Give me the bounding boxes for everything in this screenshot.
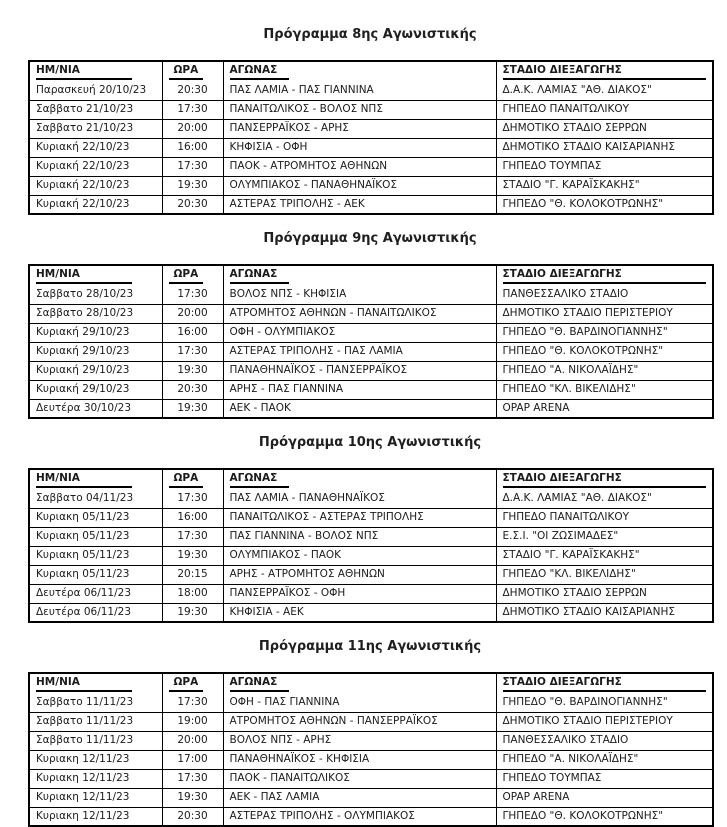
match-cell: ΑΡΗΣ - ΑΤΡΟΜΗΤΟΣ ΑΘΗΝΩΝ — [223, 565, 496, 584]
match-cell: ΠΑΟΚ - ΠΑΝΑΙΤΩΛΙΚΟΣ — [223, 769, 496, 788]
table-row — [29, 304, 713, 323]
time-cell: 19:30 — [162, 546, 223, 565]
time-cell: 20:00 — [162, 119, 223, 138]
match-cell: ΑΣΤΕΡΑΣ ΤΡΙΠΟΛΗΣ - ΟΛΥΜΠΙΑΚΟΣ — [223, 807, 496, 826]
time-cell: 19:30 — [162, 176, 223, 195]
matchday-title: Πρόγραμμα 11ης Αγωνιστικής — [258, 639, 482, 654]
stadium-cell: ΓΗΠΕΔΟ ΤΟΥΜΠΑΣ — [496, 157, 713, 176]
table-row — [29, 323, 713, 342]
stadium-cell: ΔΗΜΟΤΙΚΟ ΣΤΑΔΙΟ ΠΕΡΙΣΤΕΡΙΟΥ — [496, 712, 713, 731]
time-cell: 19:30 — [162, 603, 223, 622]
date-cell: Κυριακή 22/10/23 — [29, 157, 162, 176]
match-cell: ΠΑΝΑΙΤΩΛΙΚΟΣ - ΑΣΤΕΡΑΣ ΤΡΙΠΟΛΗΣ — [223, 508, 496, 527]
date-cell: Κυριακη 05/11/23 — [29, 565, 162, 584]
stadium-cell: ΓΗΠΕΔΟ "Θ. ΚΟΛΟΚΟΤΡΩΝΗΣ" — [496, 342, 713, 361]
date-cell: Κυριακη 05/11/23 — [29, 508, 162, 527]
matchday-section-9 — [0, 231, 727, 419]
time-cell: 17:30 — [162, 769, 223, 788]
table-row — [29, 399, 713, 418]
table-row — [29, 603, 713, 622]
date-cell: Κυριακή 22/10/23 — [29, 176, 162, 195]
stadium-cell: ΓΗΠΕΔΟ "Θ. ΚΟΛΟΚΟΤΡΩΝΗΣ" — [496, 807, 713, 826]
stadium-cell: Δ.Α.Κ. ΛΑΜΙΑΣ "ΑΘ. ΔΙΑΚΟΣ" — [496, 489, 713, 508]
time-cell: 17:30 — [162, 527, 223, 546]
stadium-cell: ΣΤΑΔΙΟ "Γ. ΚΑΡΑΪΣΚΑΚΗΣ" — [496, 546, 713, 565]
date-cell: Σαββατο 11/11/23 — [29, 693, 162, 712]
matchday-section-8 — [0, 27, 727, 215]
date-cell: Δευτέρα 06/11/23 — [29, 584, 162, 603]
table-row — [29, 100, 713, 119]
match-cell: ΒΟΛΟΣ ΝΠΣ - ΑΡΗΣ — [223, 731, 496, 750]
match-cell: ΑΣΤΕΡΑΣ ΤΡΙΠΟΛΗΣ - ΑΕΚ — [223, 195, 496, 214]
match-cell: ΑΤΡΟΜΗΤΟΣ ΑΘΗΝΩΝ - ΠΑΝΑΙΤΩΛΙΚΟΣ — [223, 304, 496, 323]
match-cell: ΑΕΚ - ΠΑΟΚ — [223, 399, 496, 418]
date-cell: Κυριακη 05/11/23 — [29, 546, 162, 565]
matchday-section-11 — [0, 639, 727, 827]
stadium-cell: ΓΗΠΕΔΟ "Θ. ΒΑΡΔΙΝΟΓΙΑΝΝΗΣ" — [496, 323, 713, 342]
table-row — [29, 380, 713, 399]
match-cell: ΑΡΗΣ - ΠΑΣ ΓΙΑΝΝΙΝΑ — [223, 380, 496, 399]
matchday-title: Πρόγραμμα 9ης Αγωνιστικής — [263, 231, 477, 246]
match-cell: ΑΤΡΟΜΗΤΟΣ ΑΘΗΝΩΝ - ΠΑΝΣΕΡΡΑΪΚΟΣ — [223, 712, 496, 731]
table-row — [29, 195, 713, 214]
match-cell: ΟΦΗ - ΠΑΣ ΓΙΑΝΝΙΝΑ — [223, 693, 496, 712]
stadium-cell: OPAP ARENA — [496, 399, 713, 418]
match-cell: ΚΗΦΙΣΙΑ - ΟΦΗ — [223, 138, 496, 157]
table-row — [29, 119, 713, 138]
match-cell: ΠΑΣ ΛΑΜΙΑ - ΠΑΝΑΘΗΝΑΪΚΟΣ — [223, 489, 496, 508]
table-row — [29, 750, 713, 769]
date-cell: Κυριακή 29/10/23 — [29, 342, 162, 361]
table-row — [29, 584, 713, 603]
match-cell: ΑΕΚ - ΠΑΣ ΛΑΜΙΑ — [223, 788, 496, 807]
column-header-time: ΩΡΑ — [169, 268, 204, 284]
matchday-section-10 — [0, 435, 727, 623]
date-cell: Σαββατο 28/10/23 — [29, 304, 162, 323]
column-header-date: ΗΜ/ΝΙΑ — [36, 268, 132, 284]
time-cell: 20:00 — [162, 304, 223, 323]
table-row — [29, 565, 713, 584]
column-header-date: ΗΜ/ΝΙΑ — [36, 64, 132, 80]
date-cell: Κυριακη 12/11/23 — [29, 769, 162, 788]
schedule-table — [28, 672, 714, 827]
column-header-time: ΩΡΑ — [169, 64, 204, 80]
table-row — [29, 693, 713, 712]
date-cell: Δευτέρα 06/11/23 — [29, 603, 162, 622]
stadium-cell: ΓΗΠΕΔΟ ΤΟΥΜΠΑΣ — [496, 769, 713, 788]
time-cell: 19:30 — [162, 399, 223, 418]
time-cell: 17:30 — [162, 157, 223, 176]
column-header-time: ΩΡΑ — [169, 472, 204, 488]
stadium-cell: ΓΗΠΕΔΟ "ΚΛ. ΒΙΚΕΛΙΔΗΣ" — [496, 565, 713, 584]
header-row — [29, 673, 713, 693]
date-cell: Δευτέρα 30/10/23 — [29, 399, 162, 418]
column-header-date: ΗΜ/ΝΙΑ — [36, 472, 132, 488]
stadium-cell: Ε.Σ.Ι. "ΟΙ ΖΩΣΙΜΑΔΕΣ" — [496, 527, 713, 546]
match-cell: ΟΛΥΜΠΙΑΚΟΣ - ΠΑΝΑΘΗΝΑΪΚΟΣ — [223, 176, 496, 195]
time-cell: 17:30 — [162, 693, 223, 712]
column-header-match: ΑΓΩΝΑΣ — [230, 472, 290, 488]
schedule-table — [28, 60, 714, 215]
stadium-cell: Δ.Α.Κ. ΛΑΜΙΑΣ "ΑΘ. ΔΙΑΚΟΣ" — [496, 81, 713, 100]
column-header-stadium: ΣΤΑΔΙΟ ΔΙΕΞΑΓΩΓΗΣ — [503, 268, 707, 284]
table-row — [29, 176, 713, 195]
date-cell: Κυριακή 29/10/23 — [29, 323, 162, 342]
date-cell: Κυριακη 12/11/23 — [29, 750, 162, 769]
match-cell: ΠΑΝΣΕΡΡΑΪΚΟΣ - ΑΡΗΣ — [223, 119, 496, 138]
time-cell: 17:30 — [162, 285, 223, 304]
table-row — [29, 527, 713, 546]
time-cell: 20:30 — [162, 380, 223, 399]
date-cell: Σαββατο 04/11/23 — [29, 489, 162, 508]
match-cell: ΑΣΤΕΡΑΣ ΤΡΙΠΟΛΗΣ - ΠΑΣ ΛΑΜΙΑ — [223, 342, 496, 361]
stadium-cell: ΓΗΠΕΔΟ "Θ. ΒΑΡΔΙΝΟΓΙΑΝΝΗΣ" — [496, 693, 713, 712]
time-cell: 19:30 — [162, 788, 223, 807]
column-header-date: ΗΜ/ΝΙΑ — [36, 676, 132, 692]
table-row — [29, 489, 713, 508]
stadium-cell: OPAP ARENA — [496, 788, 713, 807]
time-cell: 20:30 — [162, 807, 223, 826]
header-row — [29, 61, 713, 81]
column-header-time: ΩΡΑ — [169, 676, 204, 692]
stadium-cell: ΓΗΠΕΔΟ "Θ. ΚΟΛΟΚΟΤΡΩΝΗΣ" — [496, 195, 713, 214]
match-cell: ΠΑΝΑΘΗΝΑΪΚΟΣ - ΚΗΦΙΣΙΑ — [223, 750, 496, 769]
date-cell: Κυριακή 29/10/23 — [29, 380, 162, 399]
time-cell: 17:30 — [162, 342, 223, 361]
match-cell: ΚΗΦΙΣΙΑ - ΑΕΚ — [223, 603, 496, 622]
time-cell: 16:00 — [162, 323, 223, 342]
stadium-cell: ΔΗΜΟΤΙΚΟ ΣΤΑΔΙΟ ΣΕΡΡΩΝ — [496, 584, 713, 603]
schedule-table — [28, 468, 714, 623]
time-cell: 20:15 — [162, 565, 223, 584]
date-cell: Σαββατο 11/11/23 — [29, 731, 162, 750]
match-cell: ΟΛΥΜΠΙΑΚΟΣ - ΠΑΟΚ — [223, 546, 496, 565]
match-cell: ΠΑΣ ΛΑΜΙΑ - ΠΑΣ ΓΙΑΝΝΙΝΑ — [223, 81, 496, 100]
date-cell: Κυριακη 05/11/23 — [29, 527, 162, 546]
column-header-stadium: ΣΤΑΔΙΟ ΔΙΕΞΑΓΩΓΗΣ — [503, 64, 707, 80]
date-cell: Σαββατο 11/11/23 — [29, 712, 162, 731]
date-cell: Κυριακη 12/11/23 — [29, 807, 162, 826]
match-cell: ΠΑΣ ΓΙΑΝΝΙΝΑ - ΒΟΛΟΣ ΝΠΣ — [223, 527, 496, 546]
column-header-match: ΑΓΩΝΑΣ — [230, 676, 290, 692]
date-cell: Κυριακή 22/10/23 — [29, 138, 162, 157]
time-cell: 17:00 — [162, 750, 223, 769]
table-row — [29, 342, 713, 361]
table-row — [29, 731, 713, 750]
table-row — [29, 138, 713, 157]
table-row — [29, 285, 713, 304]
header-row — [29, 265, 713, 285]
table-row — [29, 769, 713, 788]
stadium-cell: ΣΤΑΔΙΟ "Γ. ΚΑΡΑΪΣΚΑΚΗΣ" — [496, 176, 713, 195]
stadium-cell: ΓΗΠΕΔΟ "Α. ΝΙΚΟΛΑΪΔΗΣ" — [496, 361, 713, 380]
stadium-cell: ΓΗΠΕΔΟ ΠΑΝΑΙΤΩΛΙΚΟΥ — [496, 100, 713, 119]
column-header-stadium: ΣΤΑΔΙΟ ΔΙΕΞΑΓΩΓΗΣ — [503, 676, 707, 692]
schedule-table — [28, 264, 714, 419]
table-row — [29, 361, 713, 380]
column-header-match: ΑΓΩΝΑΣ — [230, 64, 290, 80]
column-header-stadium: ΣΤΑΔΙΟ ΔΙΕΞΑΓΩΓΗΣ — [503, 472, 707, 488]
stadium-cell: ΓΗΠΕΔΟ "Α. ΝΙΚΟΛΑΪΔΗΣ" — [496, 750, 713, 769]
match-cell: ΒΟΛΟΣ ΝΠΣ - ΚΗΦΙΣΙΑ — [223, 285, 496, 304]
header-row — [29, 469, 713, 489]
date-cell: Σαββατο 21/10/23 — [29, 100, 162, 119]
stadium-cell: ΔΗΜΟΤΙΚΟ ΣΤΑΔΙΟ ΚΑΙΣΑΡΙΑΝΗΣ — [496, 603, 713, 622]
stadium-cell: ΔΗΜΟΤΙΚΟ ΣΤΑΔΙΟ ΠΕΡΙΣΤΕΡΙΟΥ — [496, 304, 713, 323]
time-cell: 17:30 — [162, 100, 223, 119]
date-cell: Παρασκευή 20/10/23 — [29, 81, 162, 100]
match-cell: ΟΦΗ - ΟΛΥΜΠΙΑΚΟΣ — [223, 323, 496, 342]
stadium-cell: ΠΑΝΘΕΣΣΑΛΙΚΟ ΣΤΑΔΙΟ — [496, 731, 713, 750]
time-cell: 19:30 — [162, 361, 223, 380]
matchday-title: Πρόγραμμα 10ης Αγωνιστικής — [258, 435, 482, 450]
table-row — [29, 788, 713, 807]
time-cell: 17:30 — [162, 489, 223, 508]
column-header-match: ΑΓΩΝΑΣ — [230, 268, 290, 284]
match-cell: ΠΑΝΑΘΗΝΑΪΚΟΣ - ΠΑΝΣΕΡΡΑΪΚΟΣ — [223, 361, 496, 380]
date-cell: Κυριακή 29/10/23 — [29, 361, 162, 380]
stadium-cell: ΓΗΠΕΔΟ "ΚΛ. ΒΙΚΕΛΙΔΗΣ" — [496, 380, 713, 399]
date-cell: Κυριακή 22/10/23 — [29, 195, 162, 214]
stadium-cell: ΓΗΠΕΔΟ ΠΑΝΑΙΤΩΛΙΚΟΥ — [496, 508, 713, 527]
stadium-cell: ΔΗΜΟΤΙΚΟ ΣΤΑΔΙΟ ΚΑΙΣΑΡΙΑΝΗΣ — [496, 138, 713, 157]
table-row — [29, 508, 713, 527]
time-cell: 16:00 — [162, 508, 223, 527]
matchday-title: Πρόγραμμα 8ης Αγωνιστικής — [263, 27, 477, 42]
match-cell: ΠΑΝΑΙΤΩΛΙΚΟΣ - ΒΟΛΟΣ ΝΠΣ — [223, 100, 496, 119]
date-cell: Σαββατο 21/10/23 — [29, 119, 162, 138]
table-row — [29, 807, 713, 826]
time-cell: 20:00 — [162, 731, 223, 750]
date-cell: Κυριακη 12/11/23 — [29, 788, 162, 807]
table-row — [29, 546, 713, 565]
date-cell: Σαββατο 28/10/23 — [29, 285, 162, 304]
table-row — [29, 157, 713, 176]
table-row — [29, 81, 713, 100]
match-cell: ΠΑΝΣΕΡΡΑΪΚΟΣ - ΟΦΗ — [223, 584, 496, 603]
time-cell: 20:30 — [162, 195, 223, 214]
time-cell: 20:30 — [162, 81, 223, 100]
time-cell: 16:00 — [162, 138, 223, 157]
time-cell: 19:00 — [162, 712, 223, 731]
stadium-cell: ΔΗΜΟΤΙΚΟ ΣΤΑΔΙΟ ΣΕΡΡΩΝ — [496, 119, 713, 138]
time-cell: 18:00 — [162, 584, 223, 603]
table-row — [29, 712, 713, 731]
stadium-cell: ΠΑΝΘΕΣΣΑΛΙΚΟ ΣΤΑΔΙΟ — [496, 285, 713, 304]
match-cell: ΠΑΟΚ - ΑΤΡΟΜΗΤΟΣ ΑΘΗΝΩΝ — [223, 157, 496, 176]
